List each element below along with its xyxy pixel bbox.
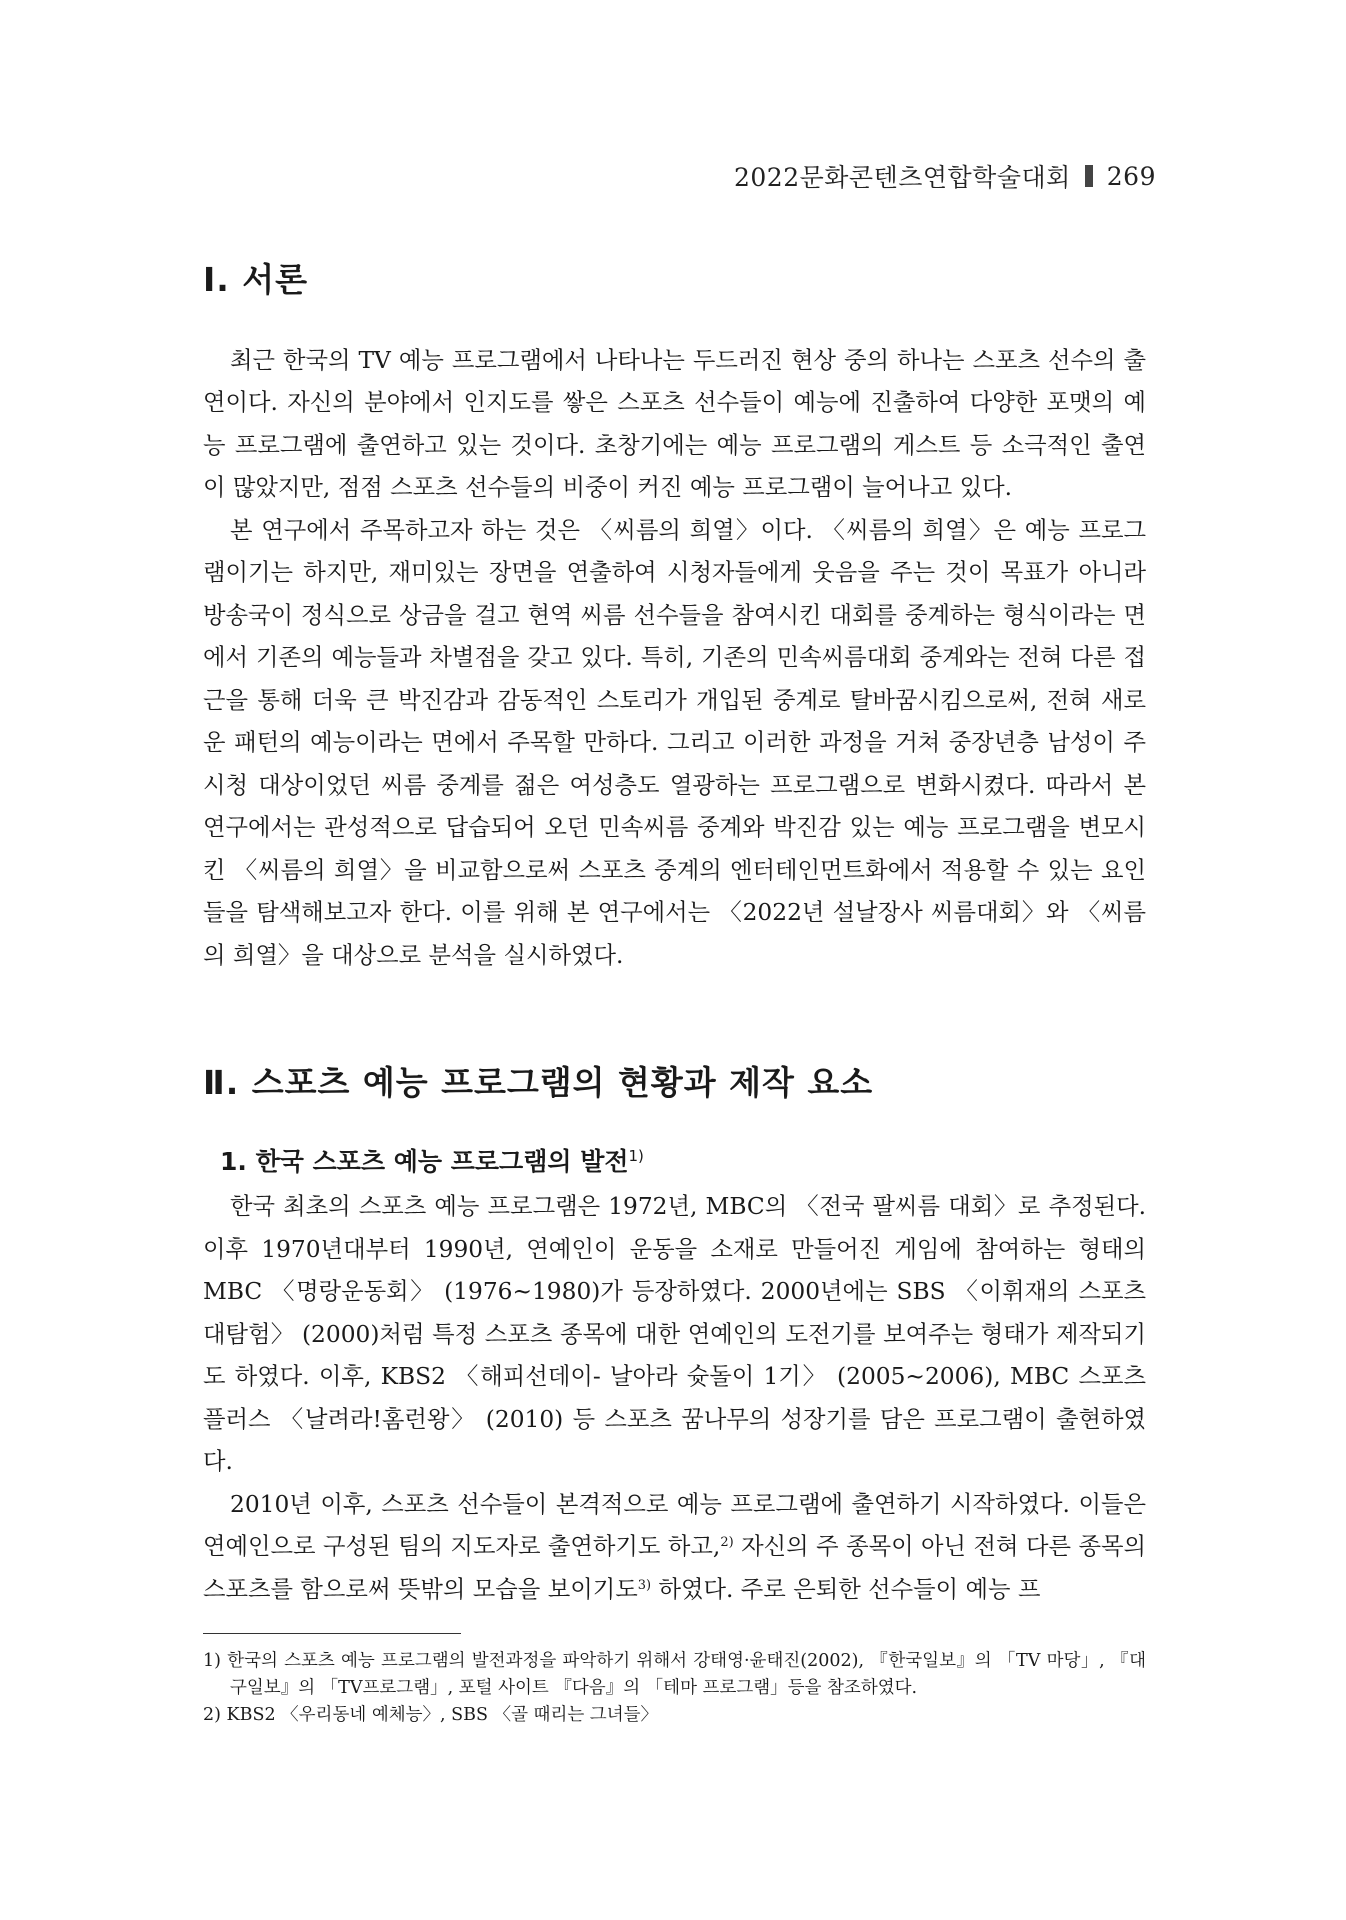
footnote-2: 2) KBS2 〈우리동네 예체능〉, SBS 〈골 때리는 그녀들〉 — [203, 1705, 659, 1726]
subsection-1-paragraph-2 — [203, 1484, 1146, 1612]
footnote-divider — [203, 1633, 461, 1634]
footnote-1: 1) 한국의 스포츠 예능 프로그램의 발전과정을 파악하기 위해서 강태영·윤태진(2002), 『한국일보』의 「TV 마당」, 『대구일보』의 「TV프로그램」, 포털 사이트 『다음』의 「테마 프로그램」등을 참조하였다. — [203, 1651, 1146, 1699]
footnote-ref-2: 2) — [720, 1535, 734, 1551]
subsection-1-paragraph-1: 한국 최초의 스포츠 예능 프로그램은 1972년, MBC의 〈전국 팔씨름 대회〉로 추정된다. 이후 1970년대부터 1990년, 연예인이 운동을 소재로 만들어진 게임에 참여하는 형태의 MBC 〈명랑운동회〉 (1976~1980)가 등장하였다. 2000년에는 SBS 〈이휘재의 스포츠 대탐험〉 (2000)처럼 특정 스포츠 종목에 대한 연예인의 도전기를 보여주는 형태가 제작되기도 하였다. 이후, KBS2 〈해피선데이- 날아라 슛돌이 1기〉 (2005~2006), MBC 스포츠 플러스 〈날려라!홈런왕〉 (2010) 등 스포츠 꿈나무의 성장기를 담은 프로그램이 출현하였다. — [203, 1193, 1146, 1476]
footnote-ref-1: 1) — [628, 1146, 644, 1165]
header-divider-bar — [1085, 165, 1093, 187]
section-1-heading: Ⅰ. 서론 — [203, 260, 309, 299]
section-1-paragraph-1: 최근 한국의 TV 예능 프로그램에서 나타나는 두드러진 현상 중의 하나는 스포츠 선수의 출연이다. 자신의 분야에서 인지도를 쌓은 스포츠 선수들이 예능에 진출하여 다양한 포맷의 예능 프로그램에 출연하고 있는 것이다. 초창기에는 예능 프로그램의 게스트 등 소극적인 출연이 많았지만, 점점 스포츠 선수들의 비중이 커진 예능 프로그램이 늘어나고 있다. — [203, 346, 1146, 502]
page-body — [203, 260, 1146, 1729]
paragraph-text: 자신의 주 종목이 아닌 전혀 다른 종목의 스포츠를 함으로써 뜻밖의 모습을 보이기도 — [203, 1533, 1146, 1603]
section-1-paragraph-2: 본 연구에서 주목하고자 하는 것은 〈씨름의 희열〉이다. 〈씨름의 희열〉은 예능 프로그램이기는 하지만, 재미있는 장면을 연출하여 시청자들에게 웃음을 주는 것이 목표가 아니라 방송국이 정식으로 상금을 걸고 현역 씨름 선수들을 참여시킨 대회를 중계하는 형식이라는 면에서 기존의 예능들과 차별점을 갖고 있다. 특히, 기존의 민속씨름대회 중계와는 전혀 다른 접근을 통해 더욱 큰 박진감과 감동적인 스토리가 개입된 중계로 탈바꿈시킴으로써, 전혀 새로운 패턴의 예능이라는 면에서 주목할 만하다. 그리고 이러한 과정을 거쳐 중장년층 남성이 주 시청 대상이었던 씨름 중계를 젊은 여성층도 열광하는 프로그램으로 변화시켰다. 따라서 본 연구에서는 관성적으로 답습되어 오던 민속씨름 중계와 박진감 있는 예능 프로그램을 변모시킨 〈씨름의 희열〉을 비교함으로써 스포츠 중계의 엔터테인먼트화에서 적용할 수 있는 요인들을 탐색해보고자 한다. 이를 위해 본 연구에서는 〈2022년 설날장사 씨름대회〉와 〈씨름의 희열〉을 대상으로 분석을 실시하였다. — [203, 516, 1147, 969]
section-2-heading: Ⅱ. 스포츠 예능 프로그램의 현황과 제작 요소 — [203, 1063, 874, 1103]
subsection-1-title: 1. 한국 스포츠 예능 프로그램의 발전 — [220, 1146, 629, 1176]
page-number: 269 — [1106, 161, 1156, 191]
footnote-ref-3: 3) — [637, 1577, 652, 1593]
paragraph-text: 2010년 이후, 스포츠 선수들이 본격적으로 예능 프로그램에 출연하기 시작하였다. 이들은 연예인으로 구성된 팀의 지도자로 출연하기도 하고, — [203, 1490, 1146, 1561]
subsection-1-heading — [220, 1143, 1146, 1181]
paragraph-text: 하였다. 주로 은퇴한 선수들이 예능 프 — [651, 1575, 1041, 1603]
running-header — [734, 158, 1156, 194]
conference-title: 2022문화콘텐츠연합학술대회 — [734, 163, 1071, 192]
